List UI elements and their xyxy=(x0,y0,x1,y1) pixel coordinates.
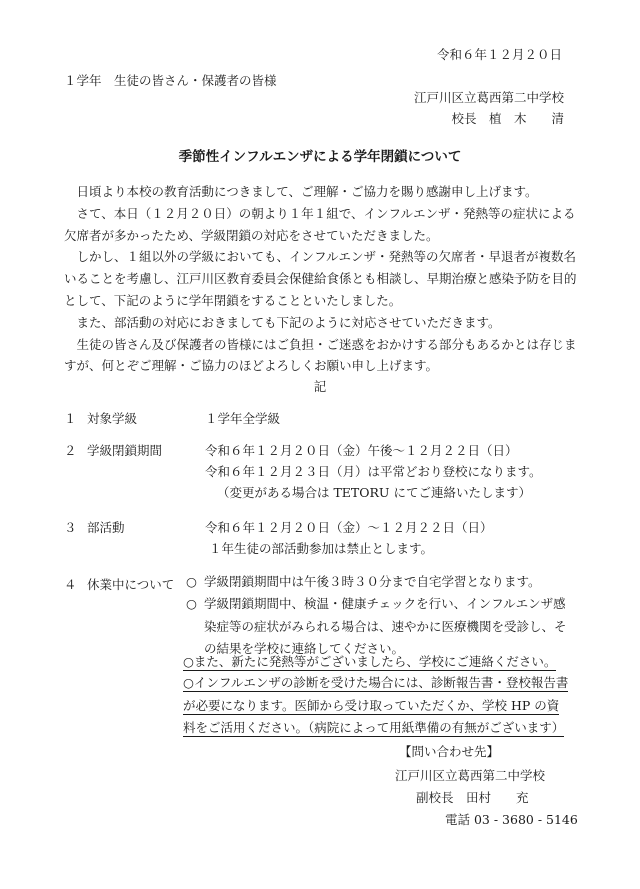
item-value: （変更がある場合は TETORU にてご連絡いたします） xyxy=(217,485,531,500)
paragraph: また、部活動の対応におきましても下記のように対応させていただきます。 xyxy=(76,314,501,330)
school-name: 江戸川区立葛西第二中学校 xyxy=(413,90,564,105)
bullet-item xyxy=(186,571,574,594)
recipients: １学年 生徒の皆さん・保護者の皆様 xyxy=(64,73,277,88)
bullet-text: 学級閉鎖期間中、検温・健康チェックを行い、インフルエンザ感染症等の症状がみられる場合は、速やかに医療機関を受診し、その結果を学校に連絡してください。 xyxy=(204,596,567,656)
contact-phone: 電話 03 - 3680 - 5146 xyxy=(445,812,578,827)
ki-heading: 記 xyxy=(313,379,327,394)
item-number: ３ xyxy=(64,520,77,535)
item-number: ２ xyxy=(64,443,77,458)
circle-bullet-icon: ○ xyxy=(186,574,197,589)
item-value: 令和６年１２月２０日（金）～１２月２２日（日） xyxy=(205,520,493,535)
contact-heading: 【問い合わせ先】 xyxy=(399,744,500,759)
paragraph: 生徒の皆さん及び保護者の皆様にはご負担・ご迷惑をおかけする部分もあるかとは存じますが、何とぞご理解・ご協力のほどよろしくお願い申し上げます。 xyxy=(64,336,577,374)
paragraph: 日頃より本校の教育活動につきまして、ご理解・ご協力を賜り感謝申し上げます。 xyxy=(76,184,538,199)
paragraph: しかし、１組以外の学級においても、インフルエンザ・発熱等の欠席者・早退者が複数名いることを考慮し、江戸川区教育委員会保健給食係とも相談し、早期治療と感染予防を目的として、下記のように学年閉鎖をすることといたしました。 xyxy=(64,249,577,308)
item-value: 令和６年１２月２３日（月）は平常どおり登校になります。 xyxy=(205,464,542,479)
principal-name: 校長 植 木 清 xyxy=(451,111,564,126)
bullet-text: 学級閉鎖期間中は午後３時３０分まで自宅学習となります。 xyxy=(204,574,541,589)
item-value: 令和６年１２月２０日（金）午後～１２月２２日（日） xyxy=(205,443,518,458)
body-text xyxy=(64,181,584,377)
underlined-note xyxy=(183,651,571,674)
contact-school: 江戸川区立葛西第二中学校 xyxy=(395,768,546,783)
paragraph: さて、本日（１２月２０日）の朝より１年１組で、インフルエンザ・発熱等の症状による欠席者が多かったため、学級閉鎖の対応をさせていただきました。 xyxy=(64,205,576,243)
item-number: １ xyxy=(64,411,77,426)
item-number: ４ xyxy=(64,577,77,592)
underlined-note xyxy=(183,672,571,740)
contact-vice-principal: 副校長 田村 充 xyxy=(416,790,529,805)
item-label: 休業中について xyxy=(87,577,175,592)
item-label: 対象学級 xyxy=(87,411,138,426)
underlined-text: ○また、新たに発熱等がございましたら、学校にご連絡ください。 xyxy=(183,654,557,669)
circle-bullet-icon: ○ xyxy=(186,596,197,611)
underlined-text: ○インフルエンザの診断を受けた場合には、診断報告書・登校報告書が必要になります。医師から受け取っていただくか、学校 HP の資料をご活用ください。（病院によって用紙準備の有無がございます） xyxy=(183,675,569,735)
item-label: 学級閉鎖期間 xyxy=(87,443,163,458)
document-title: 季節性インフルエンザによる学年閉鎖について xyxy=(178,149,462,165)
issue-date: 令和６年１２月２０日 xyxy=(436,47,562,62)
item-value: １年生徒の部活動参加は禁止とします。 xyxy=(209,541,434,556)
item-value: １学年全学級 xyxy=(205,411,281,426)
item-label: 部活動 xyxy=(87,520,125,535)
